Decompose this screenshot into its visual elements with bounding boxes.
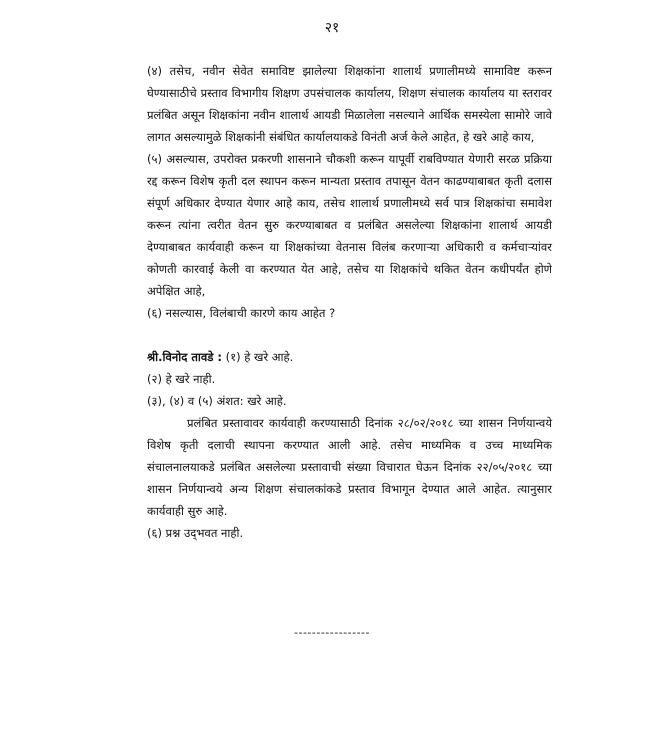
answer-line-1 xyxy=(147,346,552,368)
section-spacer xyxy=(147,324,552,346)
question-part-6: (६) नसल्यास, विलंबाची कारणे काय आहेत ? xyxy=(147,306,336,320)
question-part-5: (५) असल्यास, उपरोक्त प्रकरणी शासनाने चौकशी करून यापूर्वी राबविण्यात येणारी सरळ प्रक्रिया रद्द करून विशेष कृती दल स्थापन करून मान्यता प्रस्ताव तपासून वेतन काढण्याबाबत कृती दलास संपूर्ण अधिकार देण्यात येणार आहे काय, तसेच शालार्थ प्रणालीमध्ये सर्व पात्र शिक्षकांचा समावेश करून त्यांना त्वरीत वेतन सुरु करण्याबाबत व प्रलंबित असलेल्या शिक्षकांना शालार्थ आयडी देण्याबाबत कार्यवाही करून या शिक्षकांच्या वेतनास विलंब करणाऱ्या अधिकारी व कर्मचाऱ्यांवर कोणती कारवाई केली वा करण्यात येत आहे, तसेच या शिक्षकांचे थकित वेतन कधीपर्यंत होणे अपेक्षित आहे, xyxy=(147,152,552,298)
answer-line-2: (२) हे खरे नाही. xyxy=(147,372,216,386)
end-divider: ----------------- xyxy=(294,626,370,639)
page-number: २१ xyxy=(324,20,340,36)
answer-line-3: (३), (४) व (५) अंशत: खरे आहे. xyxy=(147,394,287,408)
answer-paragraph: प्रलंबित प्रस्तावावर कार्यवाही करण्यासाठी दिनांक २८/०२/२०१८ च्या शासन निर्णयान्वये विशेष कृती दलाची स्थापना करण्यात आली आहे. तसेच माध्यमिक व उच्च माध्यमिक संचालनालयाकडे प्रलंबित असलेल्या प्रस्तावाची संख्या विचारात घेऊन दिनांक २२/०५/२०१८ च्या शासन निर्णयान्वये अन्य शिक्षण संचालकांकडे प्रस्ताव विभागून देण्यात आले आहेत. त्यानुसार कार्यवाही सुरु आहे. xyxy=(147,416,552,518)
answer-speaker: श्री.विनोद तावडे : xyxy=(147,350,223,364)
document-body xyxy=(147,60,552,544)
answer-line-6: (६) प्रश्न उद्‍भवत नाही. xyxy=(147,526,244,540)
answer-item-1: (१) हे खरे आहे. xyxy=(225,350,294,364)
question-part-4: (४) तसेच, नवीन सेवेत समाविष्ट झालेल्या शिक्षकांना शालार्थ प्रणालीमध्ये सामाविष्ट करून घेण्यासाठीचे प्रस्ताव विभागीय शिक्षण उपसंचालक कार्यालय, शिक्षण संचालक कार्यालय या स्तरावर प्रलंबित असून शिक्षकांना नवीन शालार्थ आयडी मिळालेला नसल्याने आर्थिक समस्येला सामोरे जावे लागत असल्यामुळे शिक्षकांनी संबंधित कार्यालयाकडे विनंती अर्ज केले आहेत, हे खरे आहे काय, xyxy=(147,64,552,144)
